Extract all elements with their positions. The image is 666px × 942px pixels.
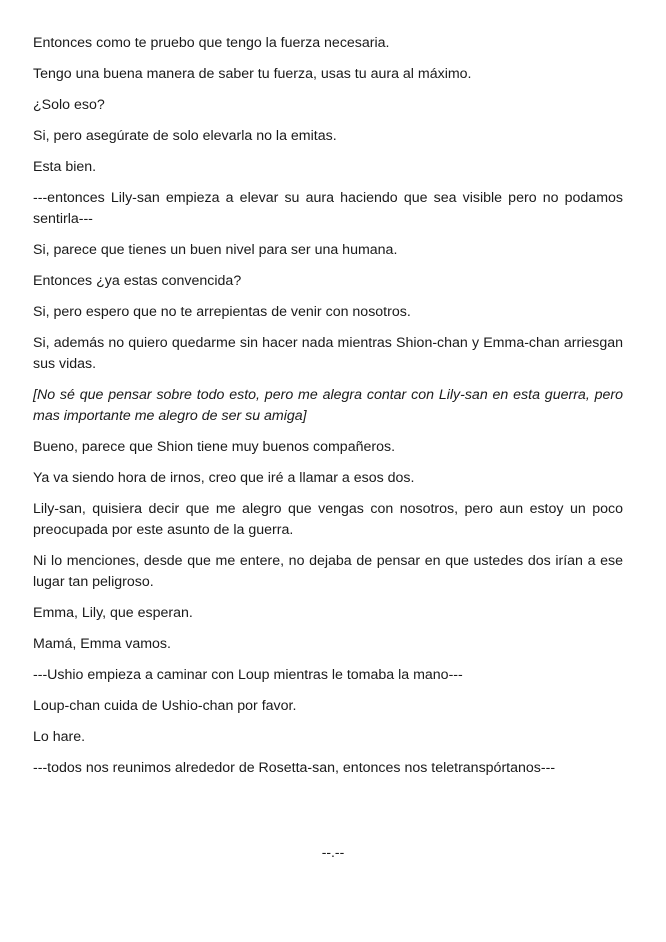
paragraph: Entonces ¿ya estas convencida? bbox=[33, 273, 242, 289]
paragraph: Esta bien. bbox=[33, 159, 97, 175]
paragraph-italic-thought: [No sé que pensar sobre todo esto, pero me alegra contar con Lily-san en esta guerra, pero mas importante me alegro de ser su amiga] bbox=[33, 387, 623, 424]
paragraph: ---entonces Lily-san empieza a elevar su aura haciendo que sea visible pero no podamos sentirla--- bbox=[33, 190, 623, 227]
paragraph: ---Ushio empieza a caminar con Loup mientras le tomaba la mano--- bbox=[33, 667, 463, 683]
document-body bbox=[33, 33, 623, 789]
paragraph: Tengo una buena manera de saber tu fuerza, usas tu aura al máximo. bbox=[33, 66, 472, 82]
paragraph: Si, pero espero que no te arrepientas de venir con nosotros. bbox=[33, 304, 411, 320]
paragraph: Lily-san, quisiera decir que me alegro que vengas con nosotros, pero aun estoy un poco preocupada por este asunto de la guerra. bbox=[33, 501, 623, 538]
paragraph: Lo hare. bbox=[33, 729, 86, 745]
paragraph: Loup-chan cuida de Ushio-chan por favor. bbox=[33, 698, 297, 714]
paragraph: Entonces como te pruebo que tengo la fuerza necesaria. bbox=[33, 35, 390, 51]
paragraph: ¿Solo eso? bbox=[33, 97, 105, 113]
paragraph: Mamá, Emma vamos. bbox=[33, 636, 171, 652]
paragraph: Si, pero asegúrate de solo elevarla no la emitas. bbox=[33, 128, 337, 144]
section-end-marker: --.-- bbox=[321, 844, 345, 860]
paragraph: Si, parece que tienes un buen nivel para ser una humana. bbox=[33, 242, 398, 258]
paragraph: Bueno, parece que Shion tiene muy buenos compañeros. bbox=[33, 439, 396, 455]
paragraph: Ni lo menciones, desde que me entere, no dejaba de pensar en que ustedes dos irían a ese lugar tan peligroso. bbox=[33, 553, 623, 590]
paragraph: Si, además no quiero quedarme sin hacer nada mientras Shion-chan y Emma-chan arriesgan sus vidas. bbox=[33, 335, 623, 372]
paragraph: ---todos nos reunimos alrededor de Rosetta-san, entonces nos teletranspórtanos--- bbox=[33, 760, 556, 776]
paragraph: Emma, Lily, que esperan. bbox=[33, 605, 193, 621]
paragraph: Ya va siendo hora de irnos, creo que iré a llamar a esos dos. bbox=[33, 470, 415, 486]
